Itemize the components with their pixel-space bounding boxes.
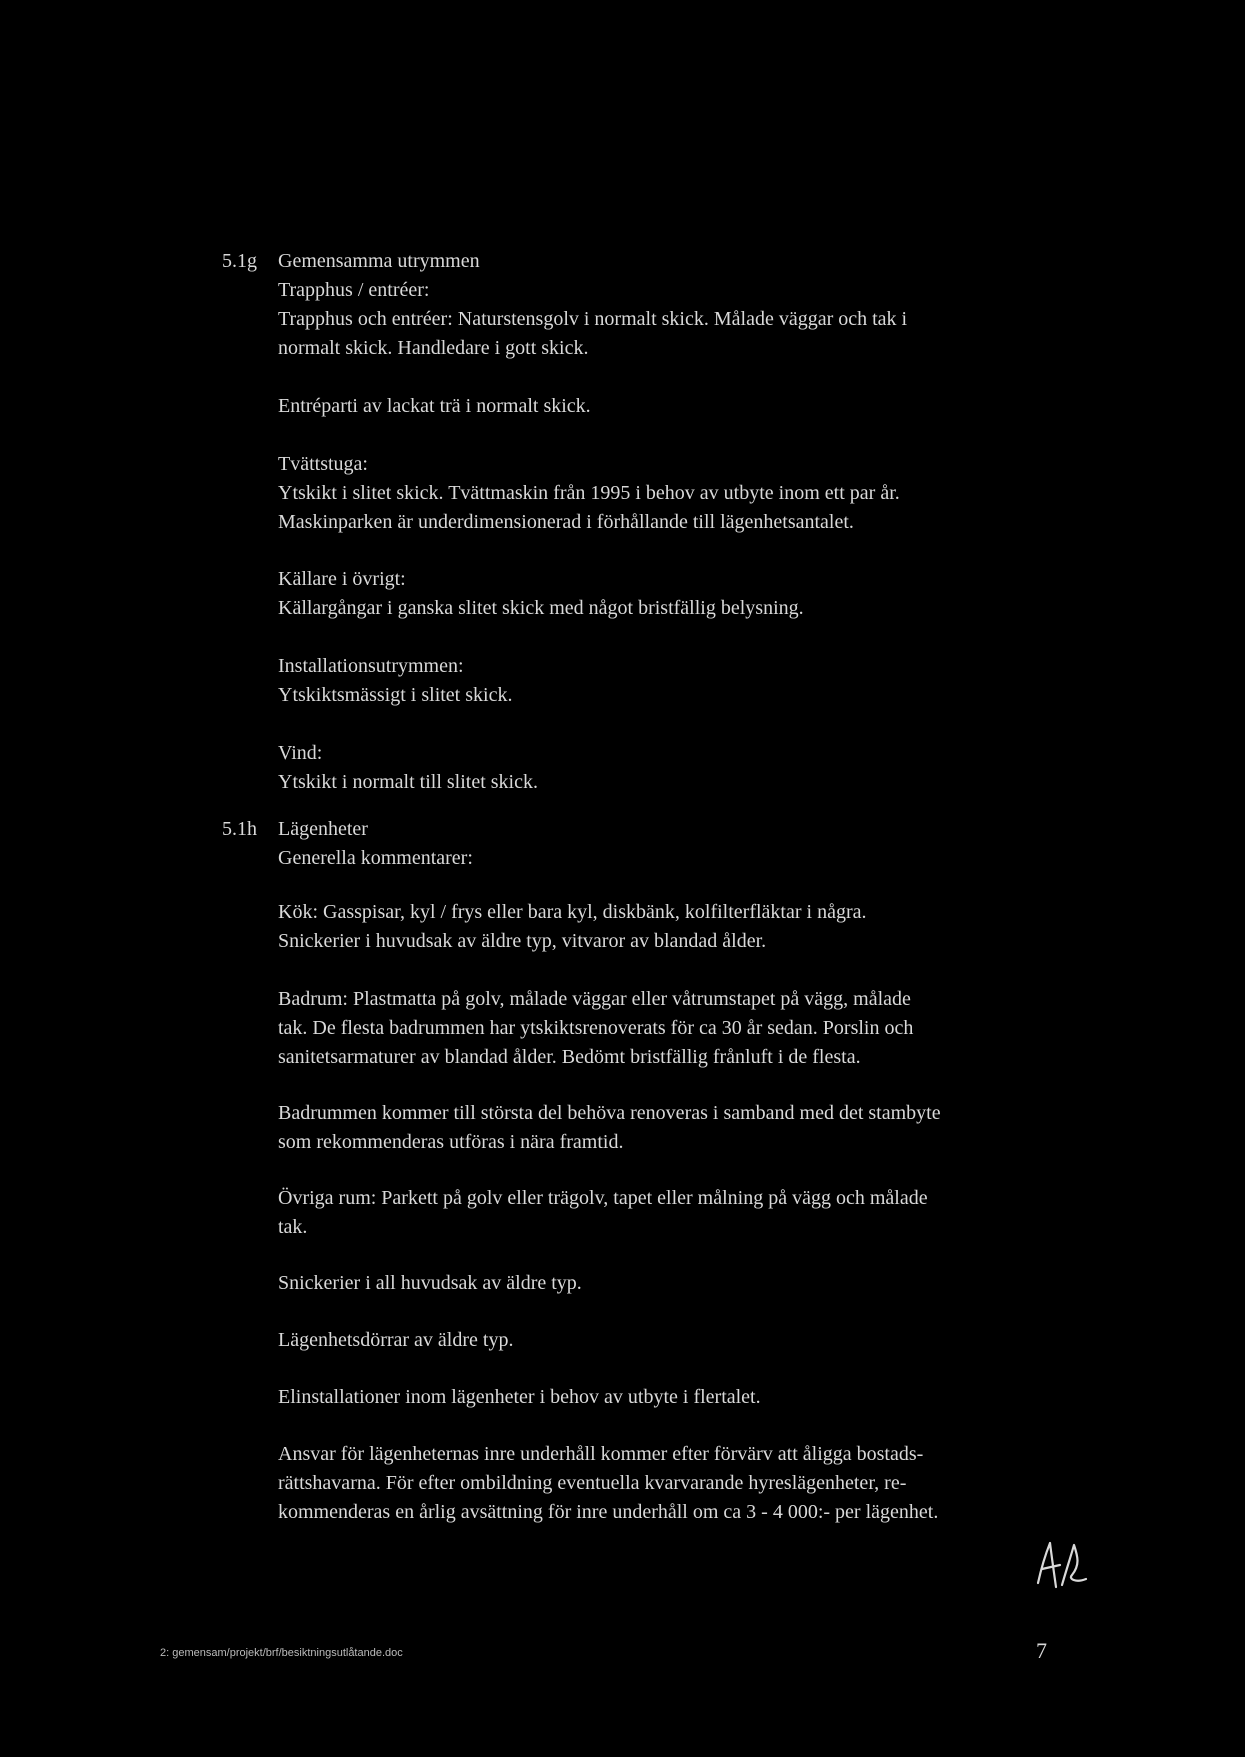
paragraph-line: Badrum: Plastmatta på golv, målade väggar eller våtrumstapet på vägg, målade (278, 988, 911, 1010)
paragraph (278, 1326, 1068, 1355)
subheading: Installationsutrymmen: (278, 655, 464, 677)
paragraph-line: sanitetsarmaturer av blandad ålder. Bedömt bristfällig frånluft i de flesta. (278, 1046, 861, 1068)
paragraph (278, 898, 1068, 956)
paragraph-line: Snickerier i huvudsak av äldre typ, vitvaror av blandad ålder. (278, 930, 767, 952)
paragraph-line: Trapphus och entréer: Naturstensgolv i normalt skick. Målade väggar och tak i (278, 308, 908, 330)
paragraph-line: Källargångar i ganska slitet skick med något bristfällig belysning. (278, 597, 804, 619)
paragraph-line: kommenderas en årlig avsättning för inre underhåll om ca 3 - 4 000:- per lägenhet. (278, 1501, 939, 1523)
paragraph-line: normalt skick. Handledare i gott skick. (278, 337, 589, 359)
paragraph (278, 1099, 1068, 1157)
paragraph-line: rättshavarna. För efter ombildning eventuella kvarvarande hyreslägenheter, re- (278, 1472, 907, 1494)
paragraph-line: tak. (278, 1216, 308, 1238)
paragraph (278, 450, 1068, 537)
paragraph-line: Ytskikt i normalt till slitet skick. (278, 771, 538, 793)
subheading: Källare i övrigt: (278, 568, 406, 590)
paragraph-line: Badrummen kommer till största del behöva renoveras i samband med det stambyte (278, 1102, 941, 1124)
section-number: 5.1g (222, 250, 257, 272)
paragraph (278, 739, 1068, 797)
paragraph-line: tak. De flesta badrummen har ytskiktsrenoverats för ca 30 år sedan. Porslin och (278, 1017, 914, 1039)
paragraph-line: Ansvar för lägenheternas inre underhåll kommer efter förvärv att åligga bostads- (278, 1443, 924, 1465)
paragraph-line: som rekommenderas utföras i nära framtid. (278, 1131, 624, 1153)
paragraph-line: Snickerier i all huvudsak av äldre typ. (278, 1272, 582, 1294)
paragraph-line: Kök: Gasspisar, kyl / frys eller bara kyl, diskbänk, kolfilterfläktar i några. (278, 901, 867, 923)
signature-initials (1032, 1535, 1092, 1595)
paragraph-line: Lägenhetsdörrar av äldre typ. (278, 1329, 514, 1351)
paragraph (278, 1383, 1068, 1412)
footer-file-path: 2: gemensam/projekt/brf/besiktningsutlåtande.doc (160, 1647, 403, 1659)
paragraph-line: Elinstallationer inom lägenheter i behov av utbyte i flertalet. (278, 1386, 761, 1408)
section-title: Lägenheter (278, 818, 368, 840)
paragraph (278, 1440, 1068, 1527)
section-5-1g (278, 247, 1068, 363)
paragraph (278, 985, 1068, 1072)
subheading: Tvättstuga: (278, 453, 368, 475)
paragraph-line: Maskinparken är underdimensionerad i förhållande till lägenhetsantalet. (278, 511, 854, 533)
paragraph-line: Ytskikt i slitet skick. Tvättmaskin från 1995 i behov av utbyte inom ett par år. (278, 482, 900, 504)
section-number: 5.1h (222, 818, 257, 840)
page-number: 7 (1036, 1638, 1047, 1663)
paragraph-line: Entréparti av lackat trä i normalt skick. (278, 395, 591, 417)
subheading: Trapphus / entréer: (278, 279, 430, 301)
subheading: Generella kommentarer: (278, 847, 473, 869)
paragraph-line: Ytskiktsmässigt i slitet skick. (278, 684, 513, 706)
section-5-1h (278, 815, 1068, 873)
paragraph (278, 1269, 1068, 1298)
paragraph (278, 392, 1068, 421)
paragraph (278, 565, 1068, 623)
paragraph (278, 1184, 1068, 1242)
paragraph-line: Övriga rum: Parkett på golv eller trägolv, tapet eller målning på vägg och målade (278, 1187, 928, 1209)
paragraph (278, 652, 1068, 710)
section-title: Gemensamma utrymmen (278, 250, 480, 272)
subheading: Vind: (278, 742, 323, 764)
